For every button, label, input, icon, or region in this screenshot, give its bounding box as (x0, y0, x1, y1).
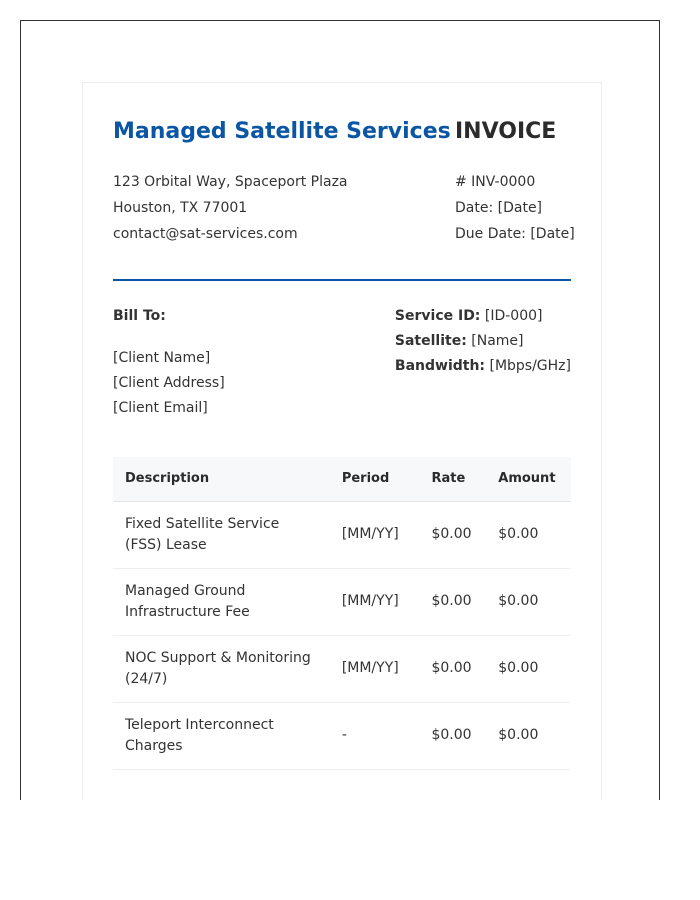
address-line-street: 123 Orbital Way, Spaceport Plaza (113, 174, 348, 190)
bill-to-heading: Bill To: (113, 308, 166, 324)
row-description: Fixed Satellite Service (FSS) Lease (113, 501, 330, 568)
header-divider (113, 279, 571, 281)
row-period: [MM/YY] (330, 635, 420, 702)
bill-to-section (113, 304, 225, 421)
table-row (113, 568, 571, 635)
service-info (395, 304, 571, 379)
row-period: [MM/YY] (330, 501, 420, 568)
header-period: Period (330, 457, 420, 501)
row-amount: $0.00 (486, 702, 571, 769)
row-rate: $0.00 (419, 702, 486, 769)
table-row (113, 501, 571, 568)
row-amount: $0.00 (486, 501, 571, 568)
client-address: [Client Address] (113, 375, 225, 391)
client-name: [Client Name] (113, 350, 211, 366)
row-rate: $0.00 (419, 635, 486, 702)
service-id-value: [ID-000] (484, 308, 543, 324)
row-amount: $0.00 (486, 568, 571, 635)
page-frame (20, 20, 660, 800)
client-email: [Client Email] (113, 400, 208, 416)
invoice-due-date: Due Date: [Date] (455, 226, 575, 242)
line-items-table (113, 457, 571, 770)
table-row (113, 635, 571, 702)
company-name: Managed Satellite Services (113, 119, 451, 144)
bandwidth-value: [Mbps/GHz] (489, 358, 571, 374)
address-line-city: Houston, TX 77001 (113, 200, 248, 216)
satellite-label: Satellite: (394, 333, 467, 349)
service-id-label: Service ID: (394, 308, 481, 324)
row-rate: $0.00 (419, 501, 486, 568)
row-description: NOC Support & Monitoring (24/7) (113, 635, 330, 702)
header-description: Description (113, 457, 330, 501)
table-header-row (113, 457, 571, 501)
row-description: Teleport Interconnect Charges (113, 702, 330, 769)
company-email: contact@sat-services.com (113, 226, 298, 242)
service-id-row (395, 304, 571, 329)
row-period: [MM/YY] (330, 568, 420, 635)
table-row (113, 702, 571, 769)
invoice-date: Date: [Date] (455, 200, 543, 216)
satellite-value: [Name] (471, 333, 524, 349)
row-description: Managed Ground Infrastructure Fee (113, 568, 330, 635)
invoice-title: INVOICE (455, 119, 557, 144)
bandwidth-row (395, 354, 571, 379)
row-amount: $0.00 (486, 635, 571, 702)
row-period: - (330, 702, 420, 769)
header-amount: Amount (486, 457, 571, 501)
satellite-row (395, 329, 571, 354)
company-address (113, 169, 348, 247)
invoice-number: # INV-0000 (455, 174, 536, 190)
invoice-document (82, 82, 602, 800)
header-rate: Rate (419, 457, 486, 501)
row-rate: $0.00 (419, 568, 486, 635)
bandwidth-label: Bandwidth: (394, 358, 486, 374)
invoice-meta (455, 169, 575, 247)
